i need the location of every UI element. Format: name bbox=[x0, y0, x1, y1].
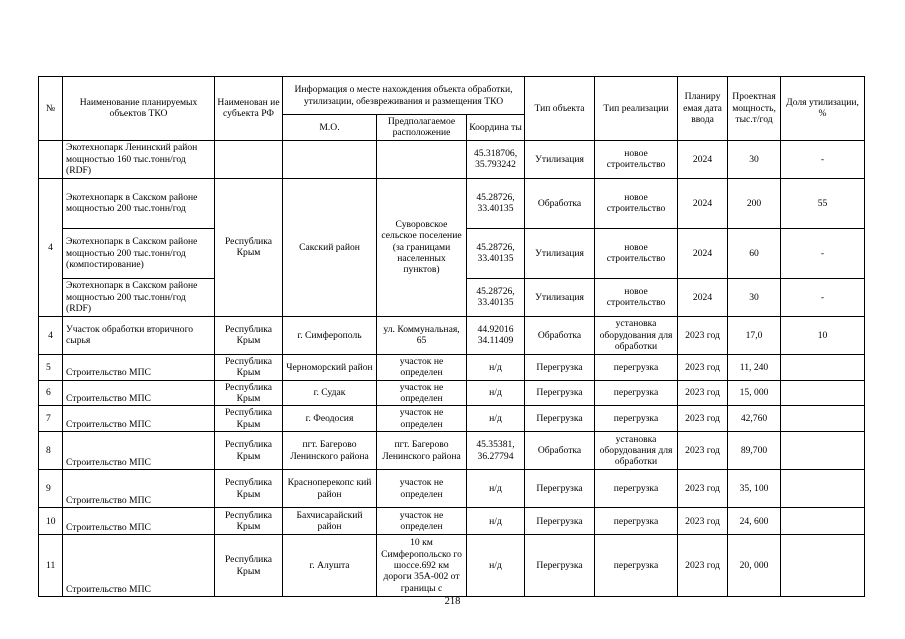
cell-impl: перегрузка bbox=[595, 354, 678, 380]
table-row bbox=[39, 432, 865, 470]
cell-impl: установка оборудования для обработки bbox=[595, 432, 678, 470]
tko-objects-table bbox=[38, 76, 865, 597]
cell-subject: Республика Крым bbox=[215, 432, 283, 470]
cell-impl: перегрузка bbox=[595, 406, 678, 432]
cell-type: Перегрузка bbox=[525, 406, 595, 432]
cell-subject bbox=[215, 140, 283, 178]
cell-name: Строительство МПС bbox=[63, 406, 215, 432]
header-date: Планиру емая дата ввода bbox=[678, 77, 728, 141]
table-row bbox=[39, 316, 865, 354]
cell-share bbox=[781, 354, 865, 380]
cell-num: 6 bbox=[39, 380, 63, 406]
cell-capacity: 200 bbox=[728, 178, 781, 228]
table-row bbox=[39, 535, 865, 597]
cell-type: Перегрузка bbox=[525, 470, 595, 508]
page-number: 218 bbox=[444, 596, 461, 607]
cell-coords: 45.318706, 35.793242 bbox=[467, 140, 525, 178]
cell-mo: г. Судак bbox=[283, 380, 377, 406]
cell-num: 8 bbox=[39, 432, 63, 470]
cell-place: пгт. Багерово Ленинского района bbox=[377, 432, 467, 470]
cell-type: Утилизация bbox=[525, 278, 595, 316]
cell-mo: пгт. Багерово Ленинского района bbox=[283, 432, 377, 470]
cell-share bbox=[781, 406, 865, 432]
cell-mo: Черноморский район bbox=[283, 354, 377, 380]
cell-capacity: 11, 240 bbox=[728, 354, 781, 380]
cell-name: Строительство МПС bbox=[63, 470, 215, 508]
cell-share: - bbox=[781, 140, 865, 178]
cell-coords: 45.35381, 36.27794 bbox=[467, 432, 525, 470]
cell-name: Строительство МПС bbox=[63, 535, 215, 597]
cell-share: 10 bbox=[781, 316, 865, 354]
cell-date: 2023 год bbox=[678, 380, 728, 406]
cell-impl: новое строительство bbox=[595, 228, 678, 278]
cell-date: 2023 год bbox=[678, 354, 728, 380]
cell-share: - bbox=[781, 278, 865, 316]
cell-name: Строительство МПС bbox=[63, 508, 215, 535]
cell-place bbox=[377, 140, 467, 178]
table-row bbox=[39, 140, 865, 178]
cell-num: 10 bbox=[39, 508, 63, 535]
cell-date: 2024 bbox=[678, 278, 728, 316]
cell-coords: н/д bbox=[467, 380, 525, 406]
cell-num bbox=[39, 140, 63, 178]
cell-mo: Красноперекопс кий район bbox=[283, 470, 377, 508]
cell-date: 2023 год bbox=[678, 470, 728, 508]
cell-type: Перегрузка bbox=[525, 535, 595, 597]
cell-impl: установка оборудования для обработки bbox=[595, 316, 678, 354]
cell-place: участок не определен bbox=[377, 380, 467, 406]
table-row bbox=[39, 508, 865, 535]
cell-mo: Бахчисарайский район bbox=[283, 508, 377, 535]
cell-capacity: 89,700 bbox=[728, 432, 781, 470]
cell-place: 10 км Симферопольско го шоссе.692 км дороги 35А-002 от границы с bbox=[377, 535, 467, 597]
cell-share bbox=[781, 535, 865, 597]
header-place: Предполагаемое расположение bbox=[377, 115, 467, 141]
header-name: Наименование планируемых объектов ТКО bbox=[63, 77, 215, 141]
cell-coords: 45.28726, 33.40135 bbox=[467, 178, 525, 228]
cell-num: 5 bbox=[39, 354, 63, 380]
cell-impl: перегрузка bbox=[595, 535, 678, 597]
cell-capacity: 20, 000 bbox=[728, 535, 781, 597]
cell-subject: Республика Крым bbox=[215, 380, 283, 406]
cell-share bbox=[781, 380, 865, 406]
table-row bbox=[39, 470, 865, 508]
cell-capacity: 42,760 bbox=[728, 406, 781, 432]
cell-coords: 44.92016 34.11409 bbox=[467, 316, 525, 354]
header-mo: М.О. bbox=[283, 115, 377, 141]
cell-num: 11 bbox=[39, 535, 63, 597]
cell-num: 4 bbox=[39, 178, 63, 316]
cell-share: 55 bbox=[781, 178, 865, 228]
cell-mo: г. Симферополь bbox=[283, 316, 377, 354]
cell-subject: Республика Крым bbox=[215, 508, 283, 535]
cell-share bbox=[781, 508, 865, 535]
cell-subject: Республика Крым bbox=[215, 470, 283, 508]
cell-place: участок не определен bbox=[377, 508, 467, 535]
cell-name: Экотехнопарк в Сакском районе мощностью 200 тыс.тонн/год bbox=[63, 178, 215, 228]
cell-capacity: 15, 000 bbox=[728, 380, 781, 406]
cell-place: участок не определен bbox=[377, 470, 467, 508]
cell-place: участок не определен bbox=[377, 406, 467, 432]
header-location: Информация о месте нахождения объекта обработки, утилизации, обезвреживания и размещения ТКО bbox=[283, 77, 525, 115]
cell-impl: перегрузка bbox=[595, 380, 678, 406]
cell-impl: новое строительство bbox=[595, 278, 678, 316]
cell-coords: н/д bbox=[467, 535, 525, 597]
cell-name: Строительство МПС bbox=[63, 432, 215, 470]
cell-mo: Сакский район bbox=[283, 178, 377, 316]
cell-place: участок не определен bbox=[377, 354, 467, 380]
cell-date: 2023 год bbox=[678, 535, 728, 597]
cell-capacity: 30 bbox=[728, 140, 781, 178]
cell-impl: новое строительство bbox=[595, 140, 678, 178]
cell-mo: г. Алушта bbox=[283, 535, 377, 597]
cell-coords: н/д bbox=[467, 354, 525, 380]
cell-impl: перегрузка bbox=[595, 508, 678, 535]
table-row bbox=[39, 354, 865, 380]
cell-subject: Республика Крым bbox=[215, 178, 283, 316]
cell-date: 2023 год bbox=[678, 432, 728, 470]
cell-coords: н/д bbox=[467, 470, 525, 508]
cell-subject: Республика Крым bbox=[215, 406, 283, 432]
header-share: Доля утилизации, % bbox=[781, 77, 865, 141]
cell-date: 2024 bbox=[678, 140, 728, 178]
header-num: № bbox=[39, 77, 63, 141]
cell-name: Участок обработки вторичного сырья bbox=[63, 316, 215, 354]
cell-share bbox=[781, 470, 865, 508]
cell-impl: перегрузка bbox=[595, 470, 678, 508]
cell-date: 2024 bbox=[678, 178, 728, 228]
table-row bbox=[39, 380, 865, 406]
cell-share bbox=[781, 432, 865, 470]
header-coords: Координа ты bbox=[467, 115, 525, 141]
cell-capacity: 17,0 bbox=[728, 316, 781, 354]
cell-type: Перегрузка bbox=[525, 354, 595, 380]
cell-num: 9 bbox=[39, 470, 63, 508]
cell-name: Строительство МПС bbox=[63, 354, 215, 380]
cell-date: 2023 год bbox=[678, 316, 728, 354]
cell-place: Суворовское сельское поселение (за границами населенных пунктов) bbox=[377, 178, 467, 316]
cell-date: 2023 год bbox=[678, 508, 728, 535]
cell-share: - bbox=[781, 228, 865, 278]
cell-num: 7 bbox=[39, 406, 63, 432]
cell-type: Перегрузка bbox=[525, 380, 595, 406]
cell-subject: Республика Крым bbox=[215, 316, 283, 354]
cell-type: Обработка bbox=[525, 178, 595, 228]
header-type: Тип объекта bbox=[525, 77, 595, 141]
table-row bbox=[39, 406, 865, 432]
cell-date: 2024 bbox=[678, 228, 728, 278]
cell-name: Экотехнопарк в Сакском районе мощностью 200 тыс.тонн/год (RDF) bbox=[63, 278, 215, 316]
cell-type: Обработка bbox=[525, 432, 595, 470]
cell-coords: 45.28726, 33.40135 bbox=[467, 278, 525, 316]
cell-type: Утилизация bbox=[525, 140, 595, 178]
cell-subject: Республика Крым bbox=[215, 354, 283, 380]
cell-subject: Республика Крым bbox=[215, 535, 283, 597]
cell-coords: 45.28726, 33.40135 bbox=[467, 228, 525, 278]
cell-place: ул. Коммунальная, 65 bbox=[377, 316, 467, 354]
cell-type: Утилизация bbox=[525, 228, 595, 278]
cell-name: Экотехнопарк Ленинский район мощностью 160 тыс.тонн/год (RDF) bbox=[63, 140, 215, 178]
cell-capacity: 24, 600 bbox=[728, 508, 781, 535]
cell-mo: г. Феодосия bbox=[283, 406, 377, 432]
cell-name: Строительство МПС bbox=[63, 380, 215, 406]
cell-name: Экотехнопарк в Сакском районе мощностью 200 тыс.тонн/год (компостирование) bbox=[63, 228, 215, 278]
cell-capacity: 60 bbox=[728, 228, 781, 278]
cell-capacity: 35, 100 bbox=[728, 470, 781, 508]
header-impl: Тип реализации bbox=[595, 77, 678, 141]
cell-num: 4 bbox=[39, 316, 63, 354]
cell-coords: н/д bbox=[467, 406, 525, 432]
cell-mo bbox=[283, 140, 377, 178]
cell-type: Обработка bbox=[525, 316, 595, 354]
table-row bbox=[39, 178, 865, 228]
cell-date: 2023 год bbox=[678, 406, 728, 432]
header-capacity: Проектная мощность, тыс.т/год bbox=[728, 77, 781, 141]
cell-coords: н/д bbox=[467, 508, 525, 535]
cell-capacity: 30 bbox=[728, 278, 781, 316]
cell-type: Перегрузка bbox=[525, 508, 595, 535]
cell-impl: новое строительство bbox=[595, 178, 678, 228]
header-subject: Наименован ие субъекта РФ bbox=[215, 77, 283, 141]
